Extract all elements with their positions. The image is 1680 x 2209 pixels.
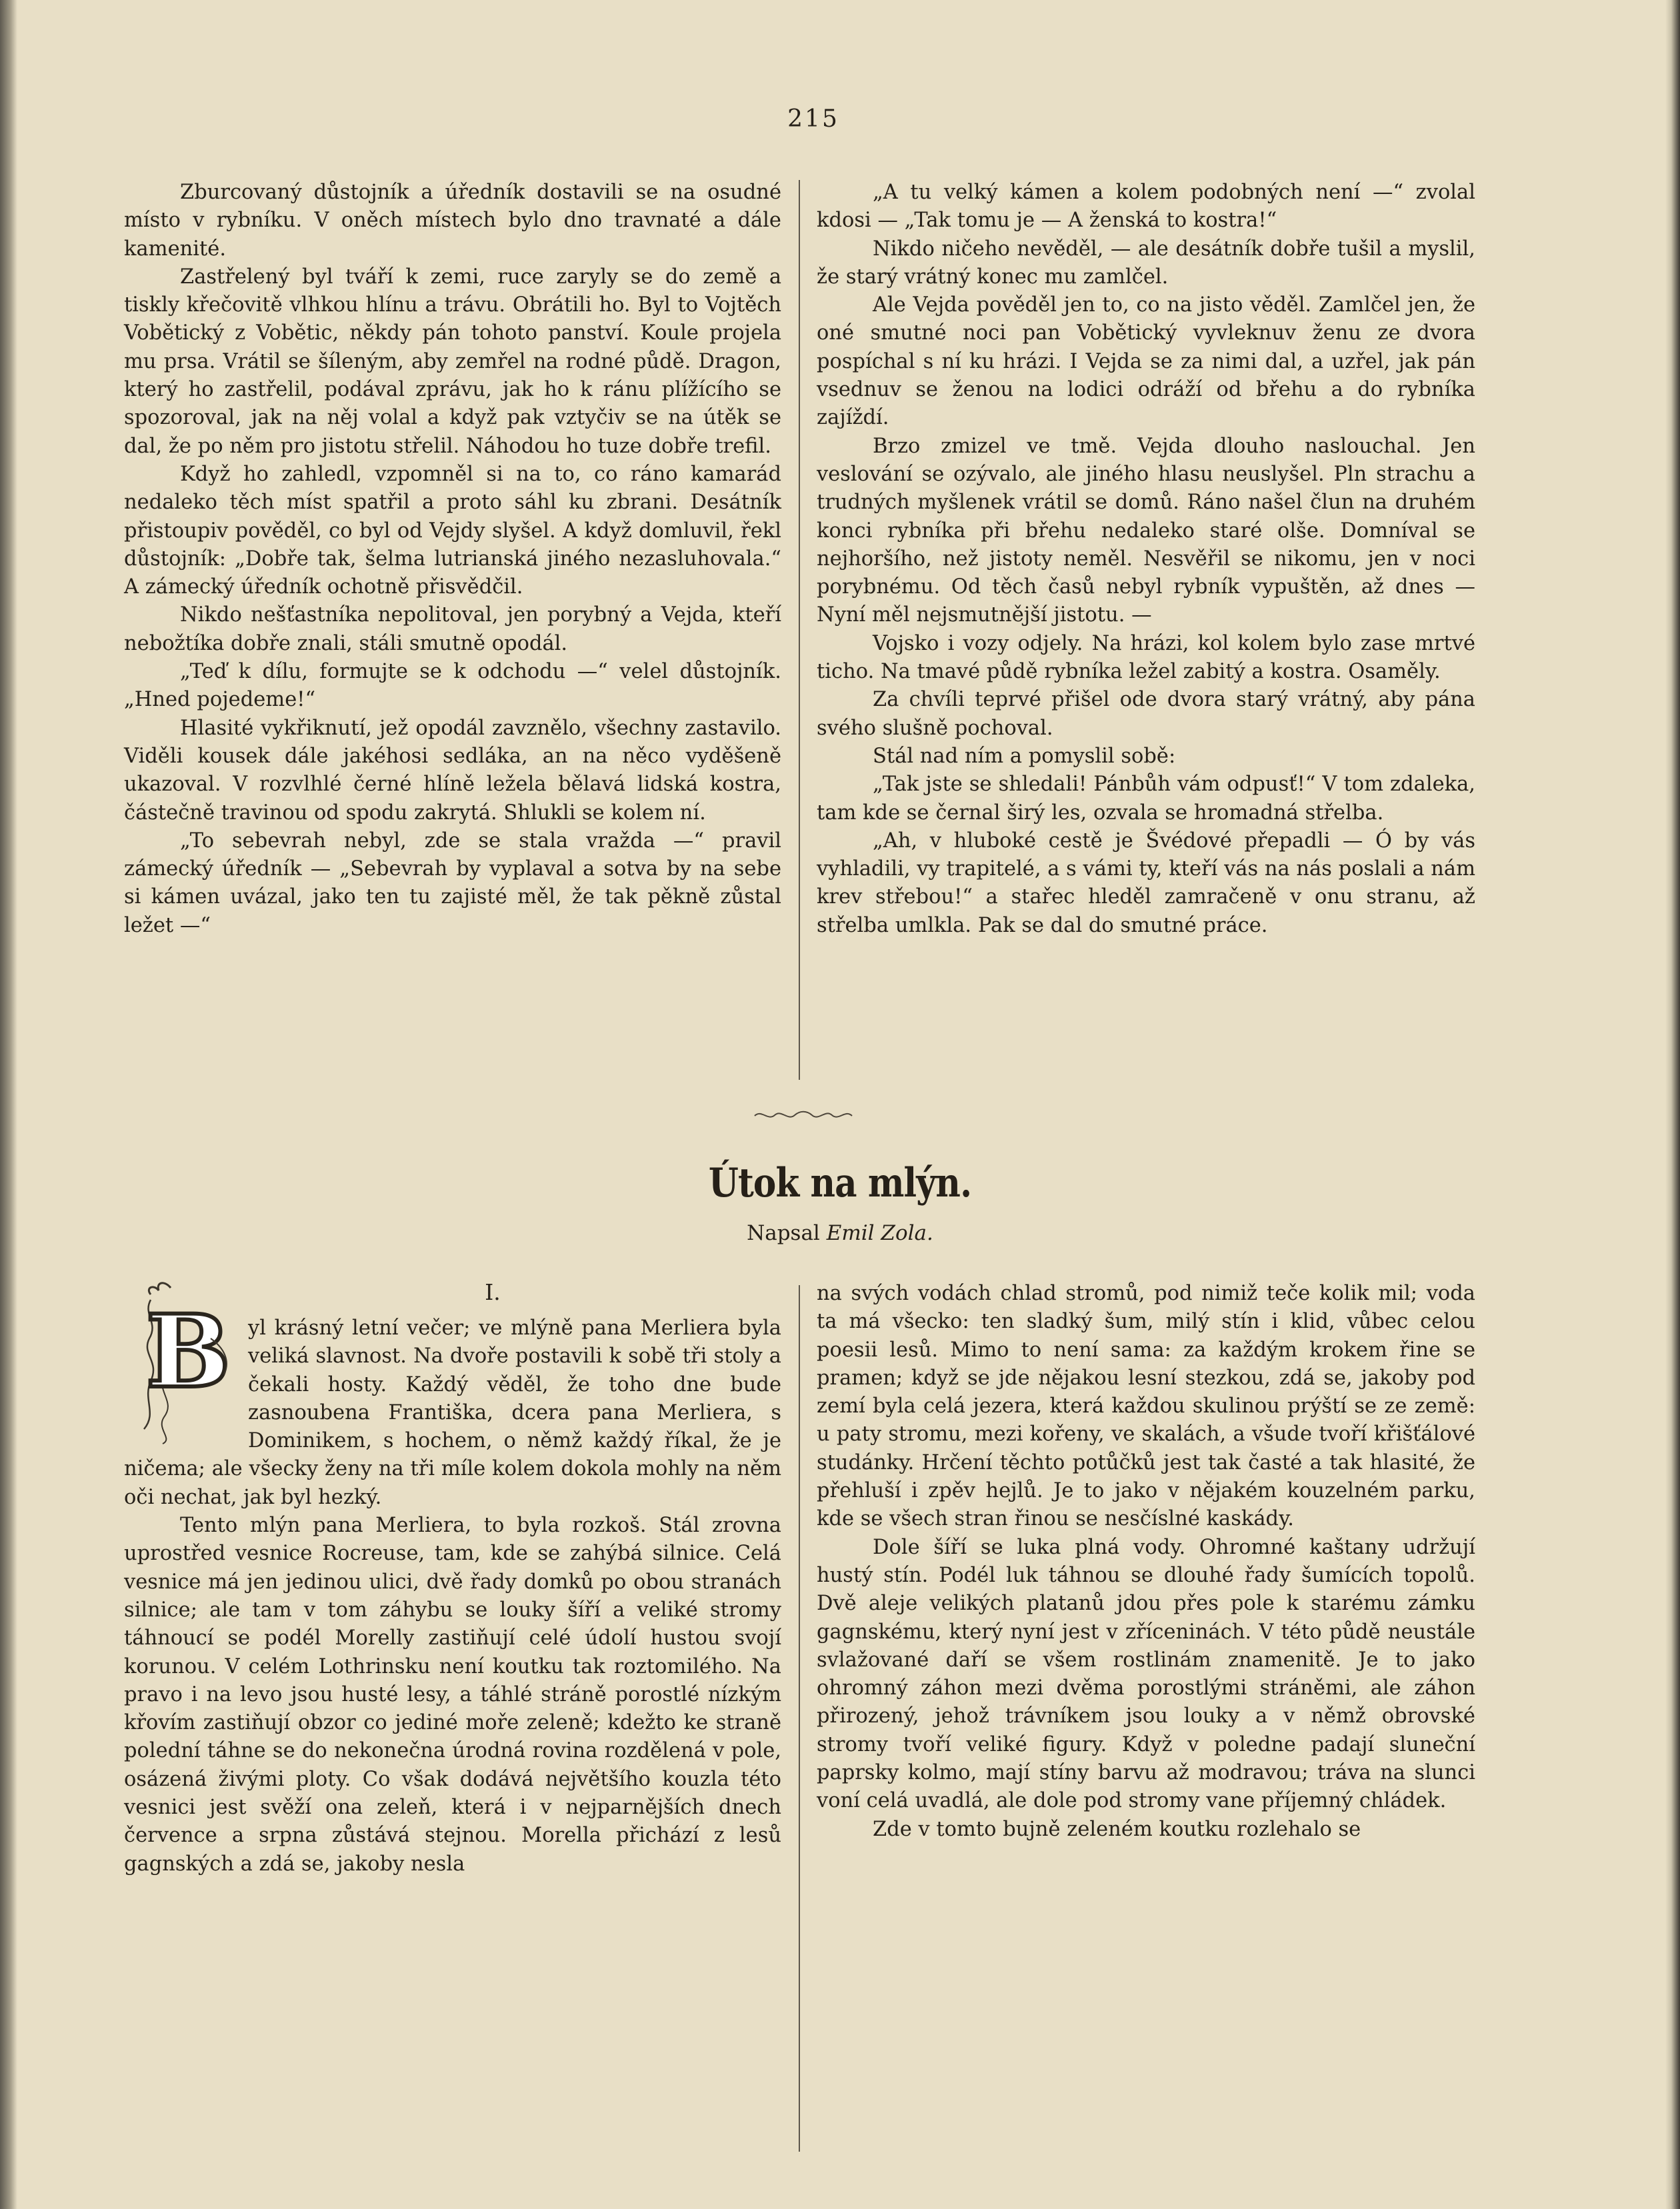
paragraph: Zde v tomto bujně zeleném koutku rozlehalo se [873, 1817, 1361, 1841]
paragraph: na svých vodách chlad stromů, pod nimiž teče kolik mil; voda ta má všecko: ten sladký šum, milý stín i klid, vůbec celou poesii lesů. Mimo to není sama: za každým krokem řine se pramen; když se jde nějakou lesní stezkou, zdá se, jakoby pod zemí byla celá jezera, která každou skulinou prýští se ze země: u paty stromu, mezi kořeny, ve skalách, a všude tvoří křišťálové studánky. Hrčení těchto potůčků jest tak časté a tak hlasité, že přehluší i zpěv hejlů. Je to jako v nějakém kouzelném parku, kde se všech stran řinou se nesčíslné kaskády. [817, 1282, 1475, 1531]
paragraph: Zastřelený byl tváří k zemi, ruce zaryly se do země a tiskly křečovitě vlhkou hlínu a trávu. Obrátili ho. Byl to Vojtěch Vobětický z Vobětic, někdy pán tohoto panství. Koule projela mu prsa. Vrátil se šíleným, aby zemřel na rodné půdě. Dragon, který ho zastřelil, podával zprávu, jak ho k ránu plížícího se spozoroval, jak na něj volal a když pak vztyčiv se na útěk se dal, že po něm pro jistotu střelil. Náhodou ho tuze dobře trefil. [124, 265, 781, 458]
byline [0, 1221, 1680, 1245]
paragraph: Když ho zahledl, vzpomněl si na to, co ráno kamarád nedaleko těch míst spatřil a proto sáhl ku zbrani. Desátník přistoupiv pověděl, co byl od Vejdy slyšel. A když domluvil, řekl důstojník: „Dobře tak, šelma lutrianská jiného nezasluhovala.“ A zámecký úředník ochotně přisvědčil. [124, 462, 781, 599]
author-name: Emil Zola. [826, 1221, 933, 1245]
paragraph: Brzo zmizel ve tmě. Vejda dlouho naslouchal. Jen veslování se ozývalo, ale jiného hlasu neuslyšel. Pln strachu a trudných myšlenek vrátil se domů. Ráno našel člun na druhém konci rybníka při břehu nedaleko staré olše. Domníval se nejhoršího, než jistoty neměl. Nesvěřil se nikomu, jen v noci porybnému. Od těch časů nebyl rybník vypuštěn, až dnes — Nyní měl nejsmutnější jistotu. — [817, 434, 1475, 627]
paragraph: „Ah, v hluboké cestě je Švédové přepadli — Ó by vás vyhladili, vy trapitelé, a s vámi ty, kteří vás na nás poslali a nám krev střebou!“ a stařec hleděl zamračeně v onu stranu, až střelba umlkla. Pak se dal do smutné práce. [817, 829, 1475, 937]
paragraph: „Teď k dílu, formujte se k odchodu —“ velel důstojník. „Hned pojedeme!“ [124, 660, 781, 712]
paragraph: Vojsko i vozy odjely. Na hrázi, kol kolem bylo zase mrtvé ticho. Na tmavé půdě rybníka ležel zabitý a kostra. Osaměly. [817, 631, 1475, 684]
paragraph: Za chvíli teprvé přišel ode dvora starý vrátný, aby pána svého slušně pochoval. [817, 688, 1475, 740]
paragraph: „Tak jste se shledali! Pánbůh vám odpusť!“ V tom zdaleka, tam kde se černal širý les, ozvala se hromadná střelba. [817, 773, 1475, 825]
story-title: Útok na mlýn. [708, 1160, 972, 1206]
paragraph: Hlasité vykřiknutí, jež opodál zavznělo, všechny zastavilo. Viděli kousek dále jakéhosi sedláka, an na něco vyděšeně ukazoval. V rozvlhlé černé hlíně ležela bělavá lidská kostra, částečně travinou od spodu zakrytá. Shlukli se kolem ní. [124, 716, 781, 825]
bottom-right-column [817, 1280, 1475, 1844]
ornamental-dropcap [124, 1274, 244, 1446]
paragraph: Stál nad ním a pomyslil sobě: [873, 744, 1176, 768]
byline-prefix: Napsal [747, 1221, 820, 1245]
paragraph: Nikdo ničeho nevěděl, — ale desátník dobře tušil a myslil, že starý vrátný konec mu zamlčel. [817, 237, 1475, 289]
svg-text:B: B [145, 1293, 231, 1410]
paragraph: „To sebevrah nebyl, zde se stala vražda —“ pravil zámecký úředník — „Sebevrah by vyplaval a sotva by na sebe si kámen uvázal, jako ten tu zajisté měl, že tak pěkně zůstal ležet —“ [124, 829, 781, 937]
page-right-edge [1665, 0, 1680, 2209]
paragraph: Ale Vejda pověděl jen to, co na jisto věděl. Zamlčel jen, že oné smutné noci pan Vobětický vyvleknuv ženu ze dvora pospíchal s ní ku hrázi. I Vejda se za nimi dal, a uzřel, jak pán vsednuv se ženou na lodici odráží od břehu a do rybníka zajíždí. [817, 293, 1475, 430]
paragraph: yl krásný letní večer; ve mlýně pana Merliera byla veliká slavnost. Na dvoře postavili k sobě tři stoly a čekali hosty. Každý věděl, že toho dne bude zasnoubena Františka, dcera pana Merliera, s Dominikem, s hochem, o němž každý říkal, že je ničema; ale všecky ženy na tři míle kolem dokola mohly na něm oči nechat, jak byl hezký. [124, 1316, 781, 1509]
top-right-column [817, 179, 1475, 940]
paragraph: Tento mlýn pana Merliera, to byla rozkoš. Stál zrovna uprostřed vesnice Rocreuse, tam, kde se zahýbá silnice. Celá vesnice má jen jedinou ulici, dvě řady domků po obou stranách silnice; ale tam v tom záhybu se louky šíří a veliké stromy táhnoucí se podél Morelly zastiňují celé údolí hustou svojí korunou. V celém Lothrinsku není koutku tak roztomilého. Na pravo i na levo jsou husté lesy, a táhlé stráně porostlé nízkým křovím zastiňují obzor co jediné moře zeleně; kdežto ke straně polední táhne se do nekonečna úrodná rovina rozdělená v pole, osázená živými ploty. Co však dodává největšího kouzla této vesnici jest svěží ona zeleň, která i v nejparnějších dnech července a srpna zůstává stejnou. Morella přichází z lesů gagnských a zdá se, jakoby nesla [124, 1514, 781, 1876]
column-divider [799, 1285, 800, 2152]
column-divider [799, 180, 800, 1080]
section-divider-ornament [753, 1106, 853, 1124]
paragraph: Dole šíří se luka plná vody. Ohromné kaštany udržují hustý stín. Podél luk táhnou se dlouhé řady šumících topolů. Dvě aleje velikých platanů jdou přes pole k starému zámku gagnskému, který nyní jest v zříceninách. V této půdě neustále svlažované daří se všem rostlinám znamenitě. Je to jako ohromný záhon mezi dvěma porostlými stráněmi, ale záhon přirozený, jehož trávníkem jsou louky a v němž obrovské stromy tvoří veliké figury. Když v poledne padají sluneční paprsky kolmo, mají stíny barvu až modravou; tráva na slunci voní celá uvadlá, ale dole pod stromy vane příjemný chládek. [817, 1535, 1475, 1813]
section-number: I. [485, 1279, 501, 1305]
paragraph: Zburcovaný důstojník a úředník dostavili se na osudné místo v rybníku. V oněch místech bylo dno travnaté a dále kamenité. [124, 181, 781, 261]
page-number: 215 [787, 105, 839, 133]
bottom-left-column [124, 1270, 781, 1878]
page-left-shadow [0, 0, 17, 2209]
paragraph: Nikdo nešťastníka nepolitoval, jen porybný a Vejda, kteří nebožtíka dobře znali, stáli smutně opodál. [124, 603, 781, 655]
paragraph: „A tu velký kámen a kolem podobných není —“ zvolal kdosi — „Tak tomu je — A ženská to kostra!“ [817, 181, 1475, 233]
top-left-column [124, 179, 781, 940]
